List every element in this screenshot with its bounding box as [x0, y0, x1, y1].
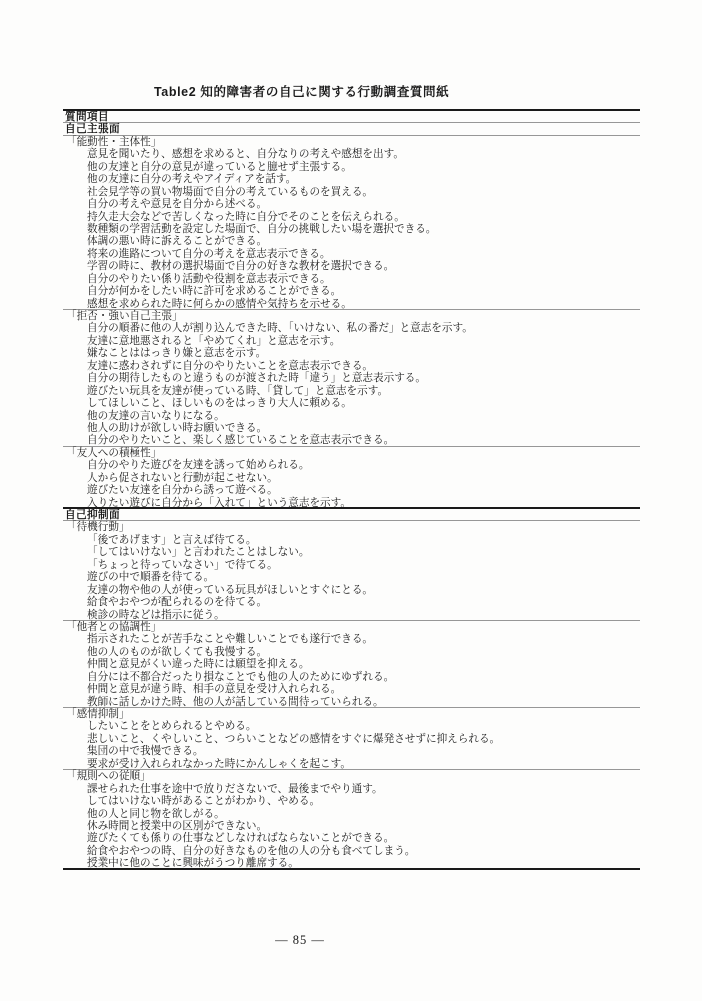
questionnaire-item: 自分の期待したものと違うものが渡された時「違う」と意志表示する。 — [87, 372, 426, 385]
questionnaire-item: 集団の中で我慢できる。 — [87, 745, 204, 758]
questionnaire-item: 教師に話しかけた時、他の人が話している間待っていられる。 — [63, 696, 640, 708]
questionnaire-item: 友達に意地悪されると「やめてくれ」と意志を示す。 — [87, 334, 341, 347]
questionnaire-item: 仲間と意見がくい違った時には願望を抑える。 — [87, 658, 310, 671]
questionnaire-item: 検診の時などは指示に従う。 — [63, 609, 640, 621]
questionnaire-item: 自分のやりた遊びを友達を誘って始められる。 — [87, 459, 310, 472]
questionnaire-item: 自分のやりたい係り活動や役割を意志表示できる。 — [87, 272, 331, 285]
questionnaire-item: 友達の物や他の人が使っている玩具がほしいとすぐにとる。 — [87, 583, 374, 596]
questionnaire-item: 「ちょっと待っていなさい」で待てる。 — [87, 558, 278, 571]
subsection-header: 「友人への積極性」 — [66, 446, 162, 459]
questionnaire-item: 「後であげます」と言えば待てる。 — [87, 533, 257, 546]
questionnaire-item: 悲しいこと、くやしいこと、つらいことなどの感情をすぐに爆発させずに抑えられる。 — [87, 732, 501, 745]
questionnaire-item: 給食やおやつの時、自分の好きなものを他の人の分も食べてしまう。 — [87, 844, 416, 857]
questionnaire-item: 課せられた仕事を途中で放りださないで、最後までやり通す。 — [87, 782, 383, 795]
questionnaire-item: 感想を求められた時に何らかの感情や気持ちを示せる。 — [63, 298, 640, 310]
questionnaire-table — [63, 109, 640, 870]
questionnaire-item: 将来の進路について自分の考えを意志表示できる。 — [87, 247, 331, 260]
questionnaire-item: 自分が何かをしたい時に許可を求めることができる。 — [87, 285, 342, 298]
section-header: 自己主張面 — [63, 123, 640, 135]
questionnaire-item: 体調の悪い時に訴えることができる。 — [87, 235, 268, 248]
questionnaire-item: 自分の考えや意見を自分から述べる。 — [87, 198, 268, 211]
questionnaire-item: 他の人と同じ物を欲しがる。 — [87, 807, 225, 820]
questionnaire-item: 他の人のものが欲しくても我慢する。 — [87, 645, 268, 658]
questionnaire-item: 意見を聞いたり、感想を求めると、自分なりの考えや感想を出す。 — [87, 148, 404, 161]
table-caption: Table2 知的障害者の自己に関する行動調査質問紙 — [154, 85, 450, 99]
column-header: 質問項目 — [63, 111, 640, 123]
questionnaire-item: してはいけない時があることがわかり、やめる。 — [87, 795, 321, 808]
questionnaire-item: したいことをとめられるとやめる。 — [87, 720, 257, 733]
subsection-header: 「他者との協調性」 — [66, 620, 162, 633]
questionnaire-item: 指示されたことが苦手なことや難しいことでも遂行できる。 — [87, 633, 374, 646]
questionnaire-item: 自分の順番に他の人が割り込んできた時、「いけない、私の番だ」と意志を示す。 — [87, 322, 473, 335]
questionnaire-item: 給食やおやつが配られるのを待てる。 — [87, 596, 268, 609]
questionnaire-item: 遊びたい友達を自分から誘って遊べる。 — [87, 484, 278, 497]
questionnaire-item: 要求が受け入れられなかった時にかんしゃくを起こす。 — [63, 758, 640, 770]
questionnaire-item: 遊びたい玩具を友達が使っている時、「貸して」と意志を示す。 — [87, 384, 389, 397]
questionnaire-item: 遊びたくても係りの仕事などしなければならないことができる。 — [87, 832, 395, 845]
questionnaire-item: 「してはいけない」と言われたことはしない。 — [87, 546, 310, 559]
subsection-header: 「待機行動」 — [66, 521, 130, 534]
questionnaire-item: 嫌なことははっきり嫌と意志を示す。 — [87, 347, 267, 360]
questionnaire-item: 遊びの中で順番を待てる。 — [87, 571, 215, 584]
subsection-header: 「能動性・主体性」 — [66, 135, 162, 148]
subsection-header: 「拒否・強い自己主張」 — [66, 310, 183, 322]
questionnaire-item: 人から促されないと行動が起こせない。 — [87, 471, 278, 484]
questionnaire-item: 授業中に他のことに興味がうつり離席する。 — [63, 857, 640, 869]
questionnaire-item: 自分には不都合だったり損なことでも他の人のためにゆずれる。 — [87, 670, 395, 683]
questionnaire-item: 他の友達と自分の意見が違っていると臆せず主張する。 — [87, 160, 352, 173]
questionnaire-item: 他の友達に自分の考えやアイディアを話す。 — [87, 173, 297, 186]
questionnaire-item: 休み時間と授業中の区別ができない。 — [87, 819, 268, 832]
questionnaire-item: 自分のやりたいこと、楽しく感じていることを意志表示できる。 — [63, 434, 640, 446]
questionnaire-item: 他人の助けが欲しい時お願いできる。 — [87, 421, 268, 434]
page-number: — 85 — — [275, 933, 325, 947]
questionnaire-item: 仲間と意見が違う時、相手の意見を受け入れられる。 — [87, 683, 342, 696]
questionnaire-item: してほしいこと、ほしいものをはっきり大人に頼める。 — [87, 397, 352, 410]
section-header: 自己抑制面 — [63, 509, 640, 521]
questionnaire-item: 持久走大会などで苦しくなった時に自分でそのことを伝えられる。 — [87, 210, 405, 223]
subsection-header: 「規則への従順」 — [66, 770, 151, 783]
questionnaire-item: 数種類の学習活動を設定した場面で、自分の挑戦したい場を選択できる。 — [87, 222, 437, 235]
questionnaire-item: 学習の時に、教材の選択場面で自分の好きな教材を選択できる。 — [87, 260, 395, 273]
questionnaire-item: 入りたい遊びに自分から「入れて」という意志を示す。 — [63, 497, 640, 509]
subsection-header: 「感情抑制」 — [66, 708, 130, 720]
questionnaire-item: 社会見学等の買い物場面で自分の考えているものを買える。 — [87, 185, 374, 198]
questionnaire-item: 友達に惑わされずに自分のやりたいことを意志表示できる。 — [87, 359, 374, 372]
questionnaire-item: 他の友達の言いなりになる。 — [87, 409, 225, 422]
